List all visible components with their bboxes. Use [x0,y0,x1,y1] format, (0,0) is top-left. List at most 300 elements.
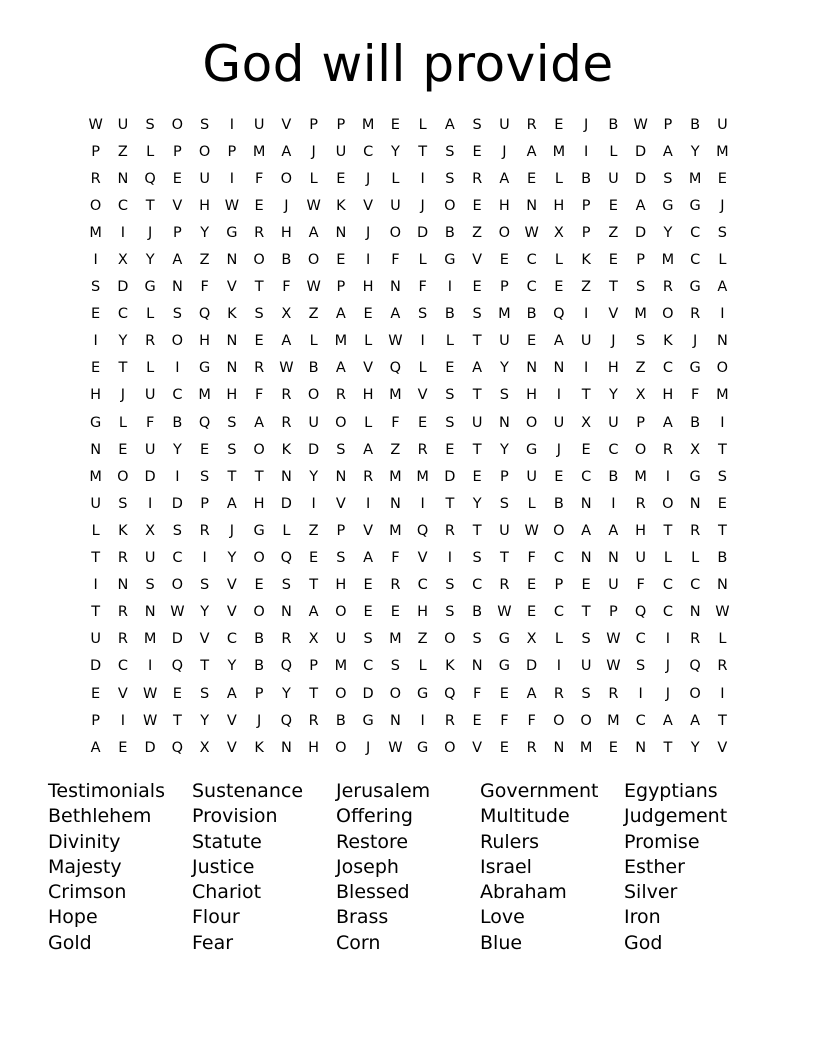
grid-letter: G [689,197,701,214]
grid-letter: J [256,712,262,729]
grid-letter: N [716,333,728,350]
grid-letter: N [280,604,292,621]
grid-letter: L [554,252,563,269]
grid-letter: H [498,197,510,214]
grid-letter: H [280,224,292,241]
grid-letter: U [608,170,619,187]
grid-letter: O [444,631,456,648]
grid-letter: F [145,414,155,431]
grid-letter: S [118,495,128,512]
grid-letter: G [689,468,701,485]
grid-letter: P [609,604,618,621]
grid-letter: C [472,577,483,594]
grid-letter: X [690,441,701,458]
grid-letter: E [363,306,373,323]
grid-letter: Y [499,360,509,377]
grid-letter: O [335,604,347,621]
grid-letter: E [418,414,428,431]
grid-letter: U [553,414,565,431]
grid-letter: E [499,252,509,269]
grid-letter: T [472,387,482,404]
word-list-item: Flour [192,906,240,929]
grid-letter: V [717,739,728,756]
grid-letter: R [281,387,292,404]
grid-letter: F [391,550,400,567]
word-column [480,779,624,956]
grid-letter: C [117,658,128,675]
grid-letter: T [608,279,618,296]
grid-letter: B [444,306,455,323]
grid-letter: O [553,522,565,539]
grid-letter: I [420,495,425,512]
grid-letter: U [253,116,265,133]
grid-letter: S [636,658,646,675]
grid-letter: I [720,685,725,702]
grid-letter: O [307,252,320,269]
grid-letter: K [663,333,673,350]
grid-letter: C [172,387,183,404]
word-list-item: Majesty [48,855,122,878]
grid-letter: X [581,414,592,431]
grid-letter: I [556,658,562,675]
grid-letter: E [717,495,727,512]
grid-letter: F [636,577,645,594]
grid-letter: H [199,197,211,214]
grid-letter: K [336,197,346,214]
grid-letter: E [472,197,482,214]
grid-letter: N [580,550,592,567]
grid-letter: T [172,712,182,729]
grid-letter: D [117,279,129,296]
grid-letter: Q [171,739,184,756]
grid-letter: A [581,522,592,539]
grid-letter: K [227,306,237,323]
grid-letter: J [720,197,725,214]
grid-letter: T [200,658,210,675]
grid-letter: E [499,685,509,702]
grid-letter: E [390,604,400,621]
grid-letter: N [635,739,647,756]
word-list-item: Love [480,906,525,929]
grid-letter: P [309,658,318,675]
grid-letter: E [254,197,264,214]
grid-letter: S [717,468,727,485]
grid-letter: T [499,550,509,567]
grid-letter: Z [117,143,128,160]
grid-letter: I [665,468,671,485]
grid-letter: W [606,631,621,648]
grid-letter: W [524,522,539,539]
grid-letter: S [145,116,155,133]
grid-letter: M [416,468,429,485]
grid-letter: Y [499,441,509,458]
grid-letter: V [226,604,237,621]
grid-letter: C [581,468,592,485]
grid-letter: F [472,685,482,702]
grid-letter: L [91,522,100,539]
grid-letter: M [198,387,211,404]
grid-letter: M [252,143,266,160]
grid-letter: L [418,360,427,377]
grid-letter: P [336,279,346,296]
word-list [48,779,768,956]
grid-letter: Y [608,387,618,404]
grid-letter: P [173,143,182,160]
grid-letter: R [444,712,455,729]
grid-letter: O [335,685,347,702]
grid-letter: W [633,116,648,133]
grid-letter: A [662,414,673,431]
grid-letter: Y [390,143,400,160]
grid-letter: Y [200,224,210,241]
grid-letter: U [144,441,156,458]
grid-letter: F [254,387,264,404]
grid-letter: R [281,631,292,648]
grid-letter: W [142,685,158,702]
grid-letter: O [716,360,729,377]
grid-letter: V [226,577,237,594]
grid-letter: F [200,279,209,296]
grid-letter: J [583,116,589,133]
word-list-item: Silver [624,881,678,904]
grid-letter: V [472,252,483,269]
grid-letter: N [90,441,102,458]
grid-letter: U [580,333,592,350]
grid-letter: P [636,252,645,269]
grid-letter: O [634,441,647,458]
grid-letter: E [445,441,455,458]
word-list-item: Jerusalem [336,780,431,802]
grid-letter: Q [553,306,565,323]
grid-letter: J [611,333,616,350]
grid-letter: F [391,252,400,269]
grid-letter: L [364,333,373,350]
grid-letter: E [472,712,482,729]
word-list-item: Offering [336,805,413,828]
grid-letter: N [335,224,347,241]
grid-row [82,463,736,490]
grid-letter: C [526,279,537,296]
grid-letter: R [390,577,401,594]
grid-letter: T [663,739,673,756]
word-list-item: Abraham [480,881,567,904]
grid-letter: D [444,468,456,485]
grid-letter: Q [689,658,701,675]
grid-letter: B [608,468,619,485]
grid-letter: O [253,252,265,269]
grid-row [82,436,736,463]
grid-letter: M [389,387,402,404]
grid-letter: I [447,550,453,567]
grid-letter: U [308,414,319,431]
word-list-item: Egyptians [624,780,718,802]
grid-letter: T [309,685,319,702]
grid-letter: V [608,306,619,323]
grid-letter: R [526,739,537,756]
grid-letter: U [117,116,129,133]
grid-letter: N [689,495,701,512]
grid-letter: M [688,170,702,187]
grid-letter: X [117,252,128,269]
grid-letter: N [526,360,538,377]
grid-letter: S [581,631,591,648]
grid-letter: N [226,333,238,350]
grid-letter: N [171,279,183,296]
grid-letter: N [689,604,701,621]
grid-letter: G [444,252,456,269]
grid-letter: X [145,522,156,539]
grid-letter: J [365,739,371,756]
grid-letter: I [583,143,589,160]
grid-letter: S [636,279,646,296]
grid-letter: D [417,224,429,241]
grid-letter: O [689,685,701,702]
grid-letter: C [226,631,237,648]
word-list-item: Joseph [336,855,399,878]
grid-letter: R [662,279,673,296]
word-list-item: Justice [192,855,255,878]
grid-letter: Y [690,739,700,756]
grid-letter: C [690,224,701,241]
grid-letter: B [254,631,265,648]
grid-letter: O [198,143,211,160]
word-list-item: Fear [192,931,234,954]
grid-letter: N [389,279,401,296]
grid-row [82,517,736,544]
grid-letter: M [389,522,402,539]
grid-letter: M [334,658,348,675]
grid-letter: C [662,604,673,621]
grid-letter: B [581,170,592,187]
grid-letter: U [144,387,156,404]
grid-letter: U [608,414,619,431]
grid-letter: S [200,116,210,133]
grid-letter: E [608,197,618,214]
word-list-item: Sustenance [192,780,304,802]
grid-letter: K [445,658,455,675]
grid-letter: W [306,197,321,214]
grid-letter: I [420,712,425,729]
grid-letter: P [636,414,645,431]
grid-letter: S [200,468,210,485]
grid-letter: P [254,685,264,702]
grid-letter: Z [635,360,646,377]
grid-letter: S [172,306,182,323]
grid-letter: L [282,522,291,539]
grid-letter: X [635,387,646,404]
grid-letter: E [172,685,182,702]
grid-letter: S [636,333,646,350]
word-list-item: Provision [192,805,278,828]
grid-letter: G [362,712,374,729]
grid-letter: P [554,577,564,594]
grid-row [82,490,736,517]
grid-letter: L [718,252,727,269]
grid-letter: R [635,495,646,512]
grid-letter: L [691,550,700,567]
grid-letter: M [552,143,566,160]
grid-letter: R [553,685,564,702]
grid-letter: G [498,631,510,648]
grid-letter: R [145,333,156,350]
grid-letter: K [118,522,128,539]
grid-letter: E [390,116,400,133]
grid-letter: E [472,143,482,160]
grid-letter: S [499,387,509,404]
grid-letter: O [525,414,538,431]
grid-letter: U [90,495,101,512]
grid-letter: U [144,550,156,567]
word-list-item: Crimson [48,881,127,904]
grid-letter: E [363,604,373,621]
grid-letter: O [280,170,293,187]
grid-letter: O [580,712,592,729]
grid-letter: R [308,712,319,729]
grid-letter: U [526,468,537,485]
grid-row [82,165,736,192]
grid-letter: R [499,577,510,594]
grid-letter: A [226,685,237,702]
word-list-item: Promise [624,830,700,853]
grid-row [82,382,736,409]
grid-letter: M [498,306,511,323]
grid-letter: J [147,224,153,241]
grid-letter: T [663,522,673,539]
grid-letter: Y [200,712,210,729]
grid-letter: L [418,658,427,675]
grid-letter: T [472,333,482,350]
grid-letter: S [445,387,455,404]
grid-letter: E [499,739,509,756]
grid-letter: T [418,143,428,160]
grid-letter: O [117,468,129,485]
grid-letter: S [172,522,182,539]
grid-letter: L [309,333,318,350]
grid-letter: Z [472,224,483,241]
grid-letter: A [662,712,673,729]
grid-letter: H [308,739,320,756]
grid-letter: D [144,468,156,485]
grid-letter: E [472,279,482,296]
grid-letter: P [227,143,237,160]
grid-letter: C [117,197,128,214]
grid-letter: L [718,631,727,648]
grid-letter: R [254,224,265,241]
grid-letter: V [335,495,346,512]
grid-letter: R [90,170,101,187]
grid-letter: A [90,739,101,756]
grid-letter: O [253,550,265,567]
word-list-item: Blue [480,931,523,954]
grid-letter: J [120,387,126,404]
word-list-item: Divinity [48,830,121,853]
grid-letter: P [581,224,591,241]
grid-letter: M [634,468,647,485]
grid-letter: I [175,468,180,485]
grid-letter: A [281,143,292,160]
grid-letter: S [581,685,591,702]
grid-row [82,599,736,626]
grid-row [82,355,736,382]
grid-letter: C [690,577,701,594]
grid-letter: O [444,197,456,214]
grid-letter: B [472,604,483,621]
grid-letter: C [662,577,673,594]
word-list-item: Iron [624,906,661,929]
grid-letter: F [254,170,264,187]
grid-letter: T [118,360,128,377]
word-list-item: Israel [480,855,532,878]
grid-letter: T [309,577,319,594]
word-list-item: Corn [336,931,381,954]
grid-letter: B [526,306,537,323]
grid-letter: A [690,712,701,729]
grid-letter: P [336,116,346,133]
grid-letter: A [335,306,346,323]
grid-letter: Q [280,712,293,729]
grid-letter: H [362,387,374,404]
grid-letter: Y [227,550,237,567]
grid-letter: H [635,522,647,539]
grid-letter: U [390,197,401,214]
grid-letter: S [717,224,727,241]
grid-letter: T [581,387,591,404]
grid-letter: T [717,522,727,539]
word-list-item: Hope [48,906,98,929]
grid-letter: E [336,252,346,269]
grid-letter: I [611,495,616,512]
grid-letter: M [607,712,620,729]
grid-letter: R [717,658,728,675]
grid-letter: U [90,631,101,648]
grid-letter: A [281,333,292,350]
grid-letter: B [254,658,265,675]
grid-letter: T [91,550,101,567]
grid-row [82,626,736,653]
grid-letter: B [690,414,701,431]
grid-letter: S [254,306,264,323]
word-list-item: Bethlehem [48,805,152,828]
grid-letter: E [554,468,564,485]
grid-letter: U [471,414,483,431]
grid-letter: S [336,550,346,567]
grid-letter: D [308,441,320,458]
grid-letter: S [227,441,237,458]
grid-letter: A [608,522,619,539]
grid-letter: C [553,604,564,621]
grid-letter: L [146,143,155,160]
grid-letter: T [254,279,264,296]
grid-letter: S [145,577,155,594]
grid-letter: H [226,387,238,404]
grid-letter: L [445,333,454,350]
grid-letter: U [335,631,347,648]
grid-row [82,653,736,680]
grid-letter: O [498,224,511,241]
grid-letter: C [662,360,673,377]
grid-letter: I [556,387,562,404]
grid-letter: U [199,170,210,187]
grid-letter: H [662,387,674,404]
grid-letter: B [717,550,728,567]
grid-row [82,409,736,436]
grid-letter: B [444,224,455,241]
grid-letter: M [579,739,593,756]
grid-letter: E [200,441,210,458]
grid-letter: F [282,279,291,296]
grid-letter: E [91,360,101,377]
grid-letter: B [281,252,292,269]
